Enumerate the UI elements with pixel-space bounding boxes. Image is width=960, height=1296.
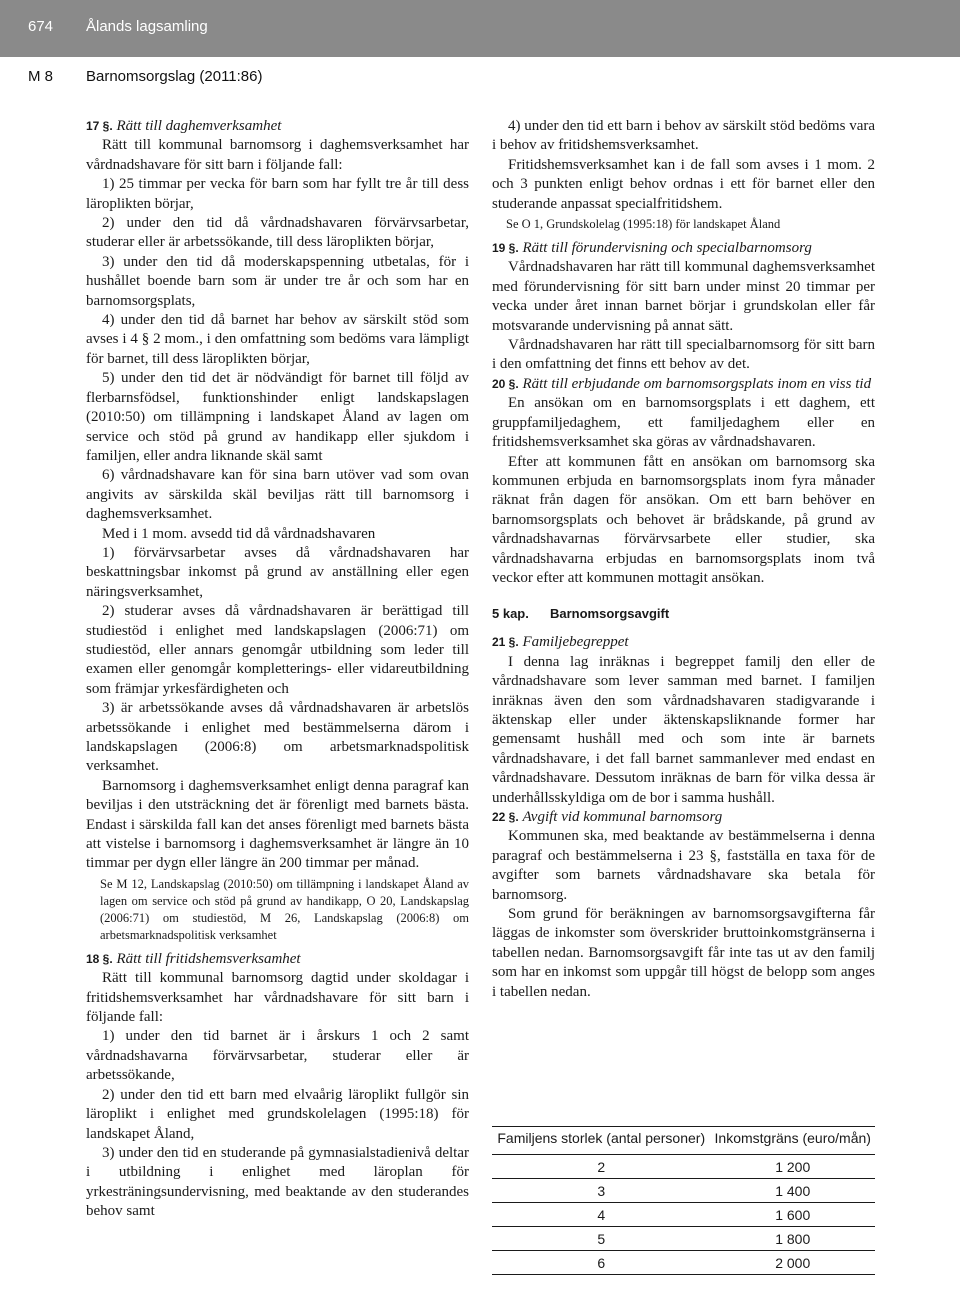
paragraph: Rätt till kommunal barnomsorg i daghemsverksamhet har vårdnadshavare för sitt barn i följande fall: xyxy=(86,137,469,173)
paragraph: 3) under den tid en studerande på gymnasialstadienivå deltar i utbildning i enlighet med läroplan för yrkesträningsundervisning, med beaktande av den studerandes behov samt xyxy=(86,1144,469,1220)
table-row xyxy=(492,1179,875,1203)
paragraph: 4) under den tid ett barn i behov av särskilt stöd bedöms vara i behov av fritidshemsverksamhet. xyxy=(492,118,875,154)
section-number: 17 §. xyxy=(86,119,113,133)
paragraph: 3) under den tid då moderskapspenning utbetalas, för i hushållet boende barn som är under tre år och som har en barnomsorgsplats, xyxy=(86,253,469,309)
paragraph: En ansökan om en barnomsorgsplats i ett daghem, ett gruppfamiljedaghem, ett familjedaghem eller en fritidshemsverksamhet ska göras av vårdnadshavaren. xyxy=(492,395,875,451)
cell-family-size: 6 xyxy=(492,1251,711,1275)
cross-reference: Se O 1, Grundskolelag (1995:18) för landskapet Åland xyxy=(506,217,781,232)
section-17-heading xyxy=(86,117,469,136)
income-limit-table xyxy=(492,1126,875,1275)
paragraph: Som grund för beräkningen av barnomsorgsavgifterna får läggas de inkomster som överskrider bruttoinkomstgränserna i tabellen nedan. Barnomsorgsavgift får inte tas ut av den familj som har en inkomst som uppgår till högst de belopp som anges i tabellen nedan. xyxy=(492,906,875,1000)
right-column xyxy=(492,117,875,1002)
paragraph: Efter att kommunen fått en ansökan om barnomsorg ska kommunen erbjuda en barnomsorgsplats inom fyra månader räknat från dagen för ansökan. Om ett barn behöver en barnomsorgsplats och behovet är brådskande, på grund av vårdnadshavarnas förvärvsarbete eller studier, ska vårdnadshavarna erbjudas en barnomsorgsplats inom två veckor efter att kommunen mottagit ansökan. xyxy=(492,453,875,586)
cell-family-size: 4 xyxy=(492,1203,711,1227)
paragraph: Med i 1 mom. avsedd tid då vårdnadshavaren xyxy=(102,525,376,542)
paragraph: 2) under den tid då vårdnadshavaren förvärvsarbetar, studerar eller är arbetssökande, till dess läroplikten börjar, xyxy=(86,215,469,251)
paragraph: 6) vårdnadshavare kan för sina barn utöver vad som ovan angivits av särskilda skäl beviljas rätt till barnomsorg i daghemsverksamhet. xyxy=(86,467,469,523)
section-19-heading xyxy=(492,239,875,258)
table-row xyxy=(492,1227,875,1251)
paragraph: 2) studerar avses då vårdnadshavaren är berättigad till studiestöd i enlighet med landskapslagen (2006:71) om studiestöd, eller annars genomgår utbildning som leder till examen eller genomgår kompletterings- eller vidareutbildning som främjar yrkesfärdigheten och xyxy=(86,603,469,697)
paragraph: Kommunen ska, med beaktande av bestämmelserna i denna paragraf och bestämmelserna i 23 §, fastställa en taxa för de avgifter som barnets vårdnadshavare ska betala för barnomsorg. xyxy=(492,828,875,903)
left-column xyxy=(86,117,469,1222)
cell-income-limit: 1 800 xyxy=(711,1227,876,1251)
paragraph: 2) under den tid ett barn med elvaårig läroplikt fullgör sin läroplikt i enlighet med grundskolelagen (1995:18) för landskapet Åland, xyxy=(86,1086,469,1142)
cell-family-size: 5 xyxy=(492,1227,711,1251)
section-title: Rätt till fritidshemsverksamhet xyxy=(116,950,301,967)
paragraph: 4) under den tid då barnet har behov av särskilt stöd som avses i 4 § 2 mom., i den omfattning som bedöms vara lämpligt för barnet, till dess läroplikten börjar, xyxy=(86,312,469,367)
section-18-heading xyxy=(86,950,469,969)
section-20-heading xyxy=(492,375,875,394)
running-header-bar xyxy=(0,0,960,57)
section-number: 20 §. xyxy=(492,376,519,391)
law-code: M 8 xyxy=(28,68,54,85)
book-title: Ålands lagsamling xyxy=(86,18,208,35)
paragraph: 1) under den tid barnet är i årskurs 1 och 2 samt vårdnadshavarna förvärvsarbetar, studerar eller är arbetssökande, xyxy=(86,1028,469,1084)
table-row xyxy=(492,1155,875,1179)
section-number: 18 §. xyxy=(86,951,113,966)
law-title: Barnomsorgslag (2011:86) xyxy=(86,68,263,85)
column-header-family-size: Familjens storlek (antal personer) xyxy=(492,1127,711,1155)
section-21-heading xyxy=(492,633,875,652)
cell-income-limit: 2 000 xyxy=(711,1251,876,1275)
section-title: Rätt till daghemverksamhet xyxy=(116,118,282,134)
section-title: Avgift vid kommunal barnomsorg xyxy=(522,809,723,825)
section-number: 21 §. xyxy=(492,635,519,650)
table-header-row xyxy=(492,1127,875,1155)
cell-family-size: 2 xyxy=(492,1155,711,1179)
page-number: 674 xyxy=(28,18,54,35)
cross-reference: Se M 12, Landskapslag (2010:50) om tillämpning i landskapet Åland av lagen om service och stöd på grund av handikapp, O 20, Landskapslag (2006:71) om studiestöd, M 26, Landskapslag (2006:8) om arbetsmarknadspolitisk verksamhet xyxy=(100,876,469,942)
paragraph: 1) förvärvsarbetar avses då vårdnadshavaren har beskattningsbar inkomst på grund av anställning eller egen näringsverksamhet, xyxy=(86,544,469,600)
cell-income-limit: 1 200 xyxy=(711,1155,876,1179)
paragraph: 1) 25 timmar per vecka för barn som har fyllt tre år till dess läroplikten börjar, xyxy=(86,176,469,212)
chapter-heading xyxy=(492,606,875,621)
table-row xyxy=(492,1251,875,1275)
paragraph: Barnomsorg i daghemsverksamhet enligt denna paragraf kan beviljas i den utsträckning det är förenligt med barnets bästa. Endast i särskilda fall kan det anses förenligt med barnets bästa att vistelse i barnomsorg i daghemsverksamhet är längre än 10 timmar per dygn eller längre än 200 timmar per månad. xyxy=(86,777,469,872)
chapter-title: Barnomsorgsavgift xyxy=(550,606,670,622)
cell-income-limit: 1 600 xyxy=(711,1203,876,1227)
section-title: Rätt till erbjudande om barnomsorgsplats inom en viss tid xyxy=(522,375,872,392)
paragraph: Vårdnadshavaren har rätt till kommunal daghemsverksamhet med förundervisning för sitt barn under minst 20 timmar per vecka under året innan barnet börjar i grundskolan eller får motsvarande undervisning på annat sätt. xyxy=(492,259,875,334)
section-title: Familjebegreppet xyxy=(522,634,629,651)
paragraph: I denna lag inräknas i begreppet familj den eller de vårdnadshavare som lever samman med barnet. I familjen inräknas även den som vårdnadshavaren stadigvarande i äktenskap eller under äktenskapsliknande former har gemensamt hushåll med och som inte är barnets vårdnadshavare, i det fall barnet sammanlever med endast en vårdnadshavare. Dessutom inräknas de barn för vilka dessa är underhållsskyldiga om de bor i samma hushåll. xyxy=(492,653,875,806)
section-number: 22 §. xyxy=(492,810,519,824)
section-title: Rätt till förundervisning och specialbarnomsorg xyxy=(522,240,812,257)
paragraph: Fritidshemsverksamhet kan i de fall som avses i 1 mom. 2 och 3 punkten enligt behov ordnas i ett för barnet eller den studerande anpassat specialfritidshem. xyxy=(492,156,875,212)
section-number: 19 §. xyxy=(492,241,519,256)
column-header-income-limit: Inkomstgräns (euro/mån) xyxy=(711,1127,876,1155)
section-22-heading xyxy=(492,808,875,827)
cell-income-limit: 1 400 xyxy=(711,1179,876,1203)
paragraph: Vårdnadshavaren har rätt till specialbarnomsorg för sitt barn i den omfattning det finns ett behov av det. xyxy=(492,337,875,373)
chapter-number: 5 kap. xyxy=(492,606,529,622)
paragraph: 3) är arbetssökande avses då vårdnadshavaren är arbetslös arbetssökande i enlighet med bestämmelserna därom i landskapslagen (2006:8) om arbetsmarknadspolitisk verksamhet. xyxy=(86,700,469,775)
paragraph: Rätt till kommunal barnomsorg dagtid under skoldagar i fritidshemsverksamhet har vårdnadshavare för sitt barn i följande fall: xyxy=(86,970,469,1026)
paragraph: 5) under den tid det är nödvändigt för barnet till följd av flerbarnsfödsel, funktionshinder enligt landskapslagen (2010:50) om tillämpning i landskapet Åland av lagen om service och stöd på grund av handikapp eller sjukdom i familjen, eller andra liknande skäl samt xyxy=(86,370,469,464)
table-row xyxy=(492,1203,875,1227)
cell-family-size: 3 xyxy=(492,1179,711,1203)
